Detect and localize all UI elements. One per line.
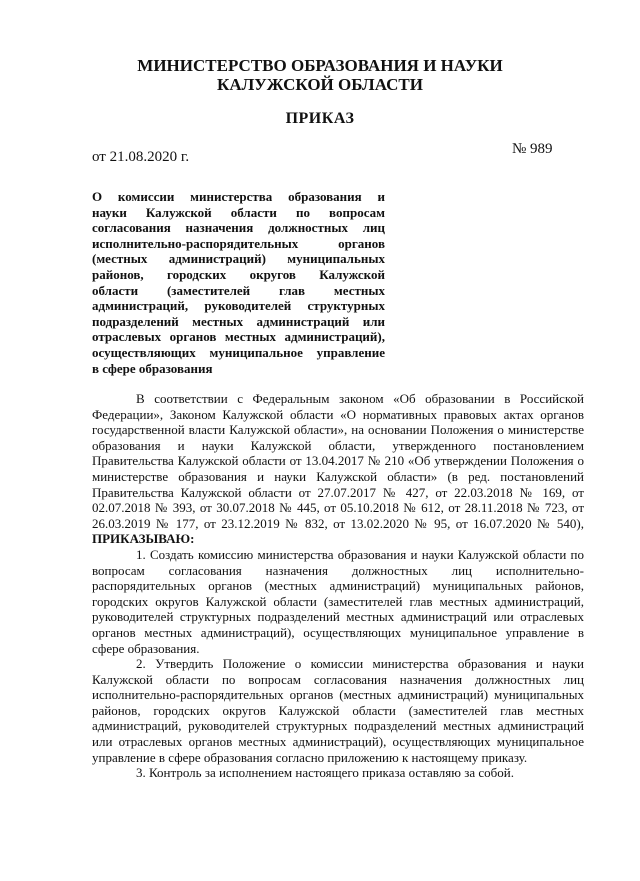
subject-line: О комиссии министерства образования и [92, 189, 385, 204]
subject-line: районов, городских округов Калужской [92, 266, 385, 282]
preamble-text: В соответствии с Федеральным законом «Об образовании в Российской Федерации», Законом Калужской области «О нормативных правовых актах органов государственной власти Калужской области», на основании Положения о министерстве образования и науки Калужской области, утвержденного постановлением Правительства Калужской области от 13.04.2017 № 210 «Об утверждении Положения о министерстве образования и науки Калужской области» (в ред. постановлений Правительства Калужской области от 27.07.2017 № 427, от 22.03.2018 № 169, от 02.07.2018 № 393, от 30.07.2018 № 445, от 05.10.2018 № 612, от 28.11.2018 № 723, от 26.03.2019 № 177, от 23.12.2019 № 832, от 13.02.2020 № 95, от 16.07.2020 № 540), [92, 391, 584, 531]
subject-line: администраций, руководителей структурных [92, 298, 385, 314]
ministry-name-line-1: МИНИСТЕРСТВО ОБРАЗОВАНИЯ И НАУКИ [137, 56, 503, 75]
subject-line: согласования назначения должностных лиц [92, 220, 385, 236]
order-subject [92, 189, 385, 376]
document-title: ПРИКАЗ [285, 110, 355, 127]
order-directive: ПРИКАЗЫВАЮ: [92, 531, 195, 547]
subject-line: области (заместителей глав местных [92, 282, 385, 298]
subject-line: (местных администраций) муниципальных [92, 251, 385, 267]
subject-line: отраслевых органов местных администраций), [92, 329, 385, 345]
subject-line: осуществляющих муниципальное управление [92, 344, 385, 360]
order-number: № 989 [512, 141, 553, 157]
subject-line: в сфере образования [92, 360, 213, 376]
subject-line: исполнительно-распорядительных органов [92, 235, 385, 251]
order-date: от 21.08.2020 г. [92, 149, 190, 165]
subject-line: науки Калужской области по вопросам [92, 204, 385, 220]
order-body [92, 391, 584, 781]
order-item-1: 1. Создать комиссию министерства образования и науки Калужской области по вопросам согласования назначения должностных лиц исполнительно-распорядительных органов (местных администраций) муниципальных районов, городских округов Калужской области (заместителей глав местных администраций, руководителей структурных подразделений местных администраций или отраслевых органов местных администраций), осуществляющих муниципальное управление в сфере образования. [92, 546, 584, 656]
subject-line: подразделений местных администраций или [92, 313, 385, 329]
ministry-name-line-2: КАЛУЖСКОЙ ОБЛАСТИ [217, 75, 423, 94]
order-item-3: 3. Контроль за исполнением настоящего приказа оставляю за собой. [136, 765, 514, 781]
ministry-header [0, 56, 640, 94]
order-item-2: 2. Утвердить Положение о комиссии министерства образования и науки Калужской области по вопросам согласования назначения должностных лиц исполнительно-распорядительных органов (местных администраций) муниципальных районов, городских округов Калужской области (заместителей глав местных администраций, руководителей структурных подразделений местных администраций или отраслевых органов местных администраций), осуществляющих муниципальное управление в сфере образования согласно приложению к настоящему приказу. [92, 656, 584, 765]
preamble-paragraph [92, 391, 584, 547]
